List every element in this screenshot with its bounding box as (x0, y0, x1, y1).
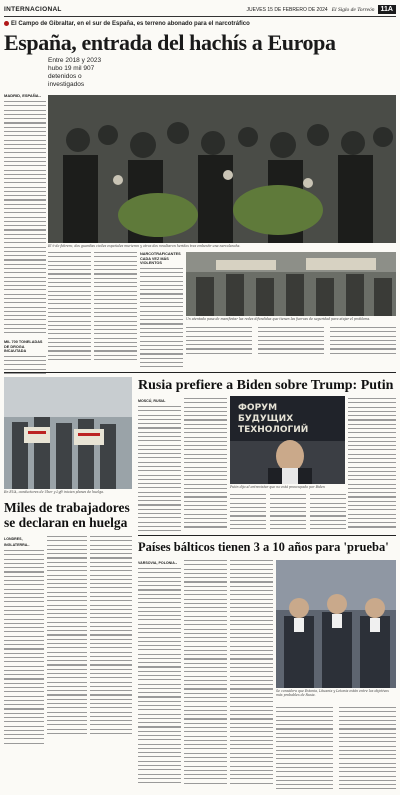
story3-column-1 (138, 398, 181, 534)
story3-column-3 (348, 398, 396, 531)
story3-caption: Putin dijo al entrevistar que no está preocupado por Biden (230, 485, 325, 489)
story2-headline: Miles de trabajadores se declaran en huelga (4, 500, 130, 530)
lead-headline: España, entrada del hachís a Europa (4, 30, 336, 55)
story4-headline: Países bálticos tienen 3 a 10 años para 'prueba' (138, 540, 389, 554)
story4-column-3 (230, 560, 273, 787)
lead-kicker: El Campo de Gibraltar, en el sur de España, es terreno abonado para el narcotráfico (4, 21, 250, 27)
lead-subhead-2: MIL 700 TONELADAS DE DROGA INCAUTADA (4, 340, 43, 354)
separator-2 (138, 535, 396, 536)
story4-column-4 (276, 707, 333, 793)
lead-caption-1: El 9 de febrero, dos guardias civiles españoles murieron y otros dos resultaron heridos tras embestir una narcolancha. (48, 244, 241, 248)
story3-headline: Rusia prefiere a Biden sobre Trump: Putin (138, 378, 394, 393)
lead-column-4 (140, 252, 183, 371)
separator-1 (4, 372, 396, 373)
lead-byline: MADRID, ESPAÑA.- (4, 93, 42, 98)
story4-column-1 (138, 560, 181, 786)
story2-photo (4, 377, 132, 489)
story4-caption: Se considera que Estonia, Lituania y Letonia están entre los objetivos más probables de Rusia. (276, 689, 389, 697)
story3-photo (230, 396, 345, 484)
lead-column-3 (94, 252, 137, 363)
story3-column-6 (310, 494, 346, 533)
lead-subhead-1: NARCOTRAFICANTES CADA VEZ MÁS VIOLENTOS (140, 252, 181, 266)
lead-subhead-2-block (4, 340, 46, 381)
lead-column-5 (186, 327, 252, 357)
story4-byline: VARSOVIA, POLONIA.- (138, 561, 178, 565)
story2-caption: En EUA, conductores de Uber y Lyft inician planes de huelga. (4, 490, 105, 494)
protest-graphic (186, 252, 396, 316)
lead-column-6 (258, 327, 324, 357)
story4-column-2 (184, 560, 227, 787)
putin-graphic (230, 396, 345, 484)
story2-column-3 (90, 536, 132, 737)
screen-text-3: ТЕХНОЛОГИЙ (238, 425, 309, 435)
story3-column-2 (184, 398, 227, 531)
page-number: 11A (378, 5, 396, 14)
screen-text-2: БУДУЩИХ (238, 414, 294, 424)
lead-column-7 (330, 327, 396, 357)
story4-photo (276, 560, 396, 688)
lead-column-2 (48, 252, 91, 363)
newspaper-brand: El Siglo de Torreón (331, 6, 375, 13)
lead-photo-guard (48, 95, 396, 243)
bullet-icon (4, 21, 9, 26)
story4-column-5 (339, 707, 396, 793)
strike-graphic (4, 377, 132, 489)
story2-column-1 (4, 536, 44, 747)
story3-column-5 (270, 494, 306, 533)
issue-date: JUEVES 15 DE FEBRERO DE 2024 (246, 6, 328, 13)
lead-column-1 (4, 93, 46, 336)
section-label: INTERNACIONAL (4, 6, 62, 13)
story2-column-2 (47, 536, 87, 737)
crowd-graphic (48, 95, 396, 243)
story3-byline: MOSCÚ, RUSIA. (138, 399, 166, 403)
page-header (4, 3, 396, 17)
story2-byline: LONDRES, INGLATERRA.- (4, 537, 30, 547)
baltic-leaders-graphic (276, 560, 396, 688)
lead-stat: Entre 2018 y 2023 hubo 19 mil 907 detenidos o investigados (48, 57, 102, 88)
lead-photo-demonstration (186, 252, 396, 316)
story3-column-4 (230, 494, 266, 533)
screen-text-1: ФОРУМ (238, 403, 278, 413)
lead-caption-2: Un atentado pasa de manifestar las redes difundidas que tienen las fuerzas de seguridad para atajar el problema. (186, 317, 371, 321)
